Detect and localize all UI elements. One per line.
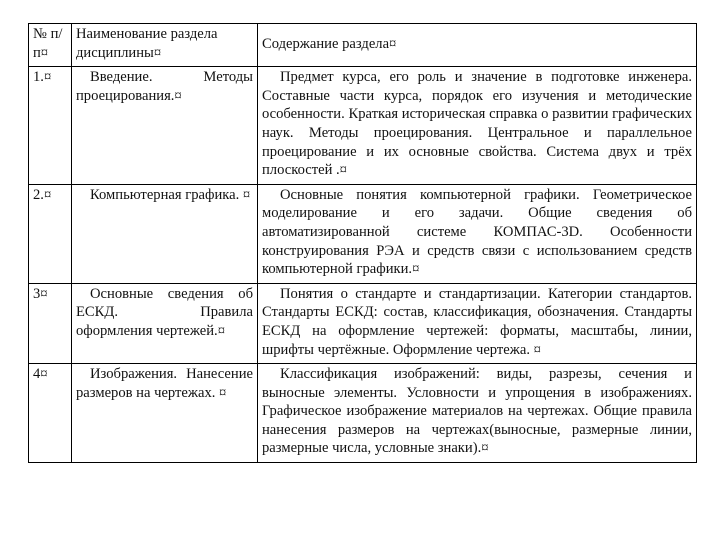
header-section-content (258, 24, 697, 67)
table-row (29, 67, 697, 185)
row-section-content: Основные понятия компьютерной графики. Геометрическое моделирование и его задачи. Общие сведения об автоматизированной системе КОМПАС-3D. Особенности конструирования РЭА и средств связи с использованием средств компьютерной графики.¤ (258, 184, 697, 283)
table-row (29, 283, 697, 363)
header-section-name (72, 24, 258, 67)
row-number: 2.¤ (29, 184, 72, 283)
syllabus-table (28, 23, 697, 463)
row-number: 3¤ (29, 283, 72, 363)
header-section-content-text: Содержание раздела¤ (262, 36, 397, 52)
header-number: № п/п¤ (29, 24, 72, 67)
table-row (29, 184, 697, 283)
row-number: 4¤ (29, 364, 72, 463)
header-section-name-text: Наименование раздела дисциплины¤ (76, 26, 218, 61)
row-section-content: Классификация изображений: виды, разрезы, сечения и выносные элементы. Условности и упрощения в изображениях. Графическое изображение материалов на чертежах. Общие правила нанесения размеров на чертежах(выносные, размерные линии, размерные числа, условные знаки).¤ (258, 364, 697, 463)
row-section-title: Компьютерная графика. ¤ (72, 184, 258, 283)
row-section-content: Предмет курса, его роль и значение в подготовке инженера. Составные части курса, порядок его изучения и методические особенности. Краткая историческая справка о развитии графических наук. Методы проецирования. Центральное и параллельное проецирование и их основные свойства. Система двух и трёх плоскостей .¤ (258, 67, 697, 185)
table-header-row (29, 24, 697, 67)
row-section-title: Изображения. Нанесение размеров на чертежах. ¤ (72, 364, 258, 463)
row-section-title: Введение. Методы проецирования.¤ (72, 67, 258, 185)
row-number: 1.¤ (29, 67, 72, 185)
table-row (29, 364, 697, 463)
row-section-title: Основные сведения об ЕСКД. Правила оформления чертежей.¤ (72, 283, 258, 363)
row-section-content: Понятия о стандарте и стандартизации. Категории стандартов. Стандарты ЕСКД: состав, классификация, обозначения. Стандарты ЕСКД на оформление чертежей: форматы, масштабы, линии, шрифты чертёжные. Оформление чертежа. ¤ (258, 283, 697, 363)
